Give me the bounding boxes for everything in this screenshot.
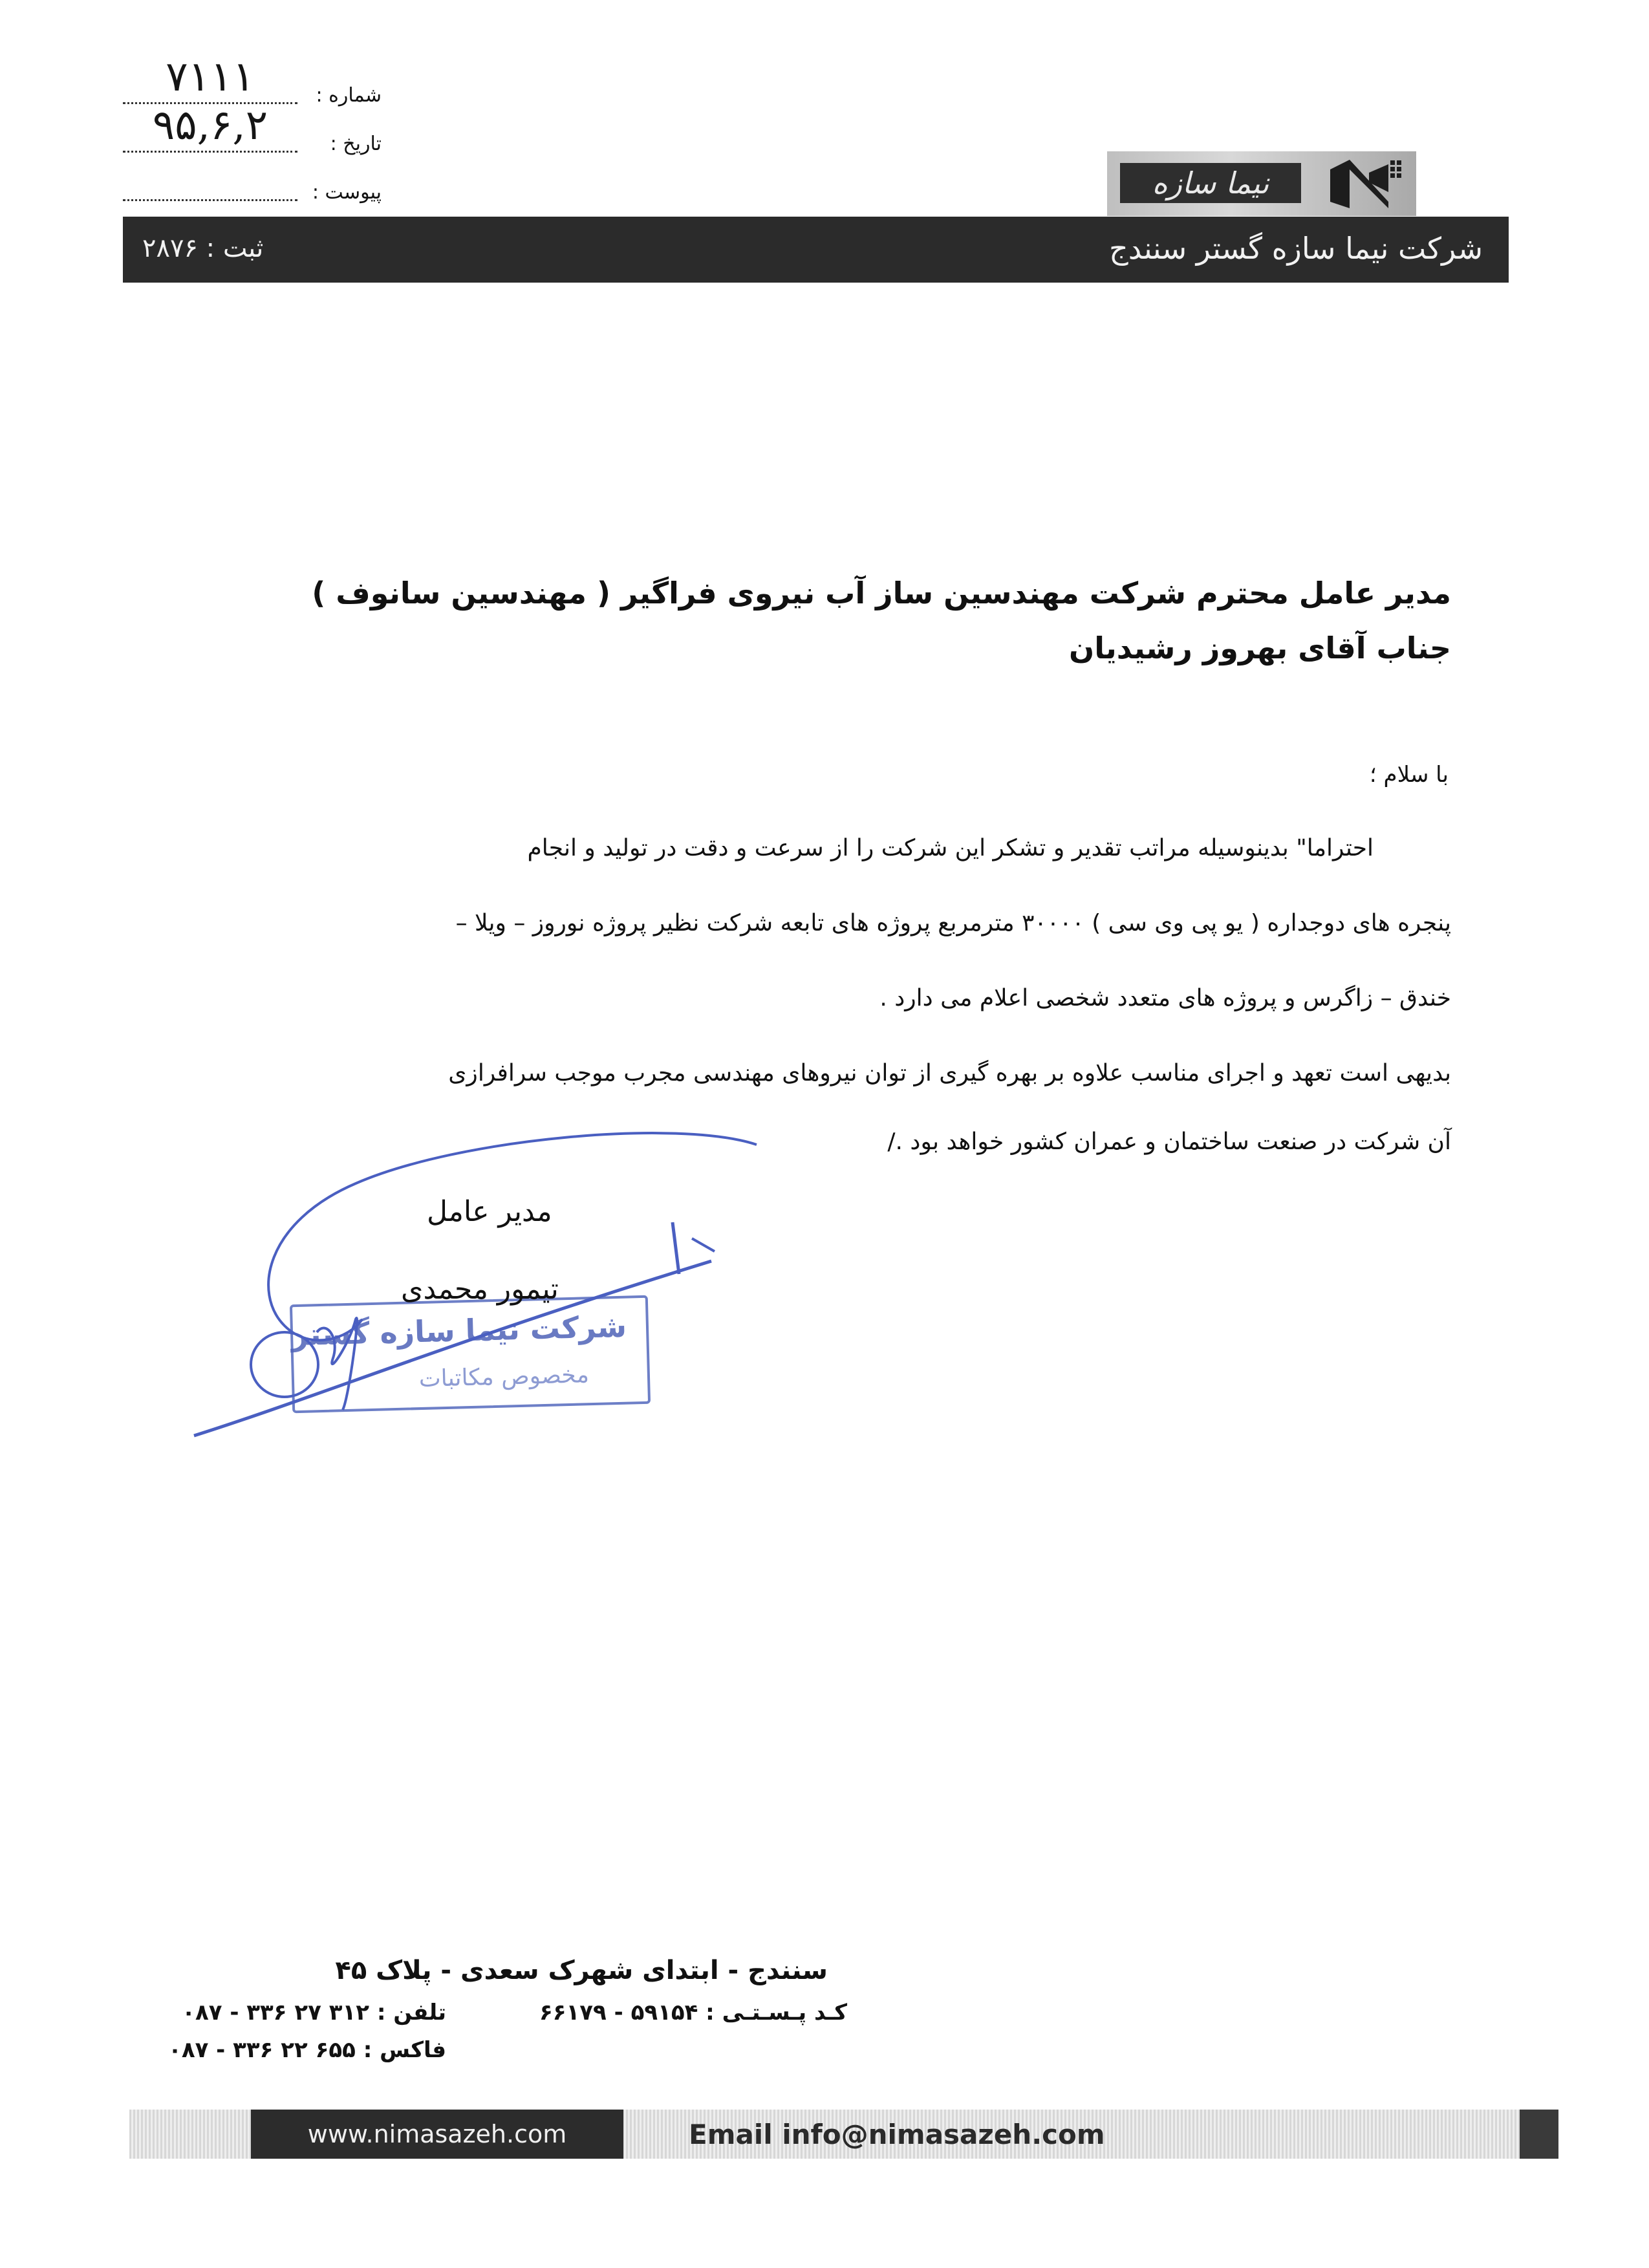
- number-label: شماره :: [316, 84, 382, 107]
- body-line-1: احتراما" بدینوسیله مراتب تقدیر و تشکر این شرکت را از سرعت و دقت در تولید و انجام: [527, 835, 1374, 861]
- stamp-text-2: مخصوص مکاتبات: [418, 1361, 590, 1393]
- attachment-label: پیوست :: [312, 181, 382, 204]
- logo-wordmark: نیما سازه: [1120, 163, 1301, 203]
- date-dotline: [123, 151, 297, 153]
- company-logo: [1107, 151, 1416, 216]
- body-line-2: پنجره های دوجداره ( یو پی وی سی ) ۳۰۰۰۰ مترمربع پروژه های تابعه شرکت نظیر پروژه نوروز – ویلا –: [455, 910, 1451, 936]
- date-field: [123, 102, 382, 165]
- footer-address: سنندج - ابتدای شهرک سعدی - پلاک ۴۵: [335, 1956, 828, 1985]
- footer-end-block: [1520, 2110, 1558, 2159]
- company-name: شرکت نیما سازه گستر سنندج: [1109, 231, 1483, 266]
- signatory-name: تیمور محمدی: [401, 1273, 559, 1306]
- footer-phone: تلفن : ۳۱۲ ۲۷ ۳۳۶ - ۰۸۷: [182, 2000, 446, 2025]
- logo-mark-icon: [1327, 157, 1408, 212]
- body-line-3: خندق – زاگرس و پروژه های متعدد شخصی اعلام می دارد .: [879, 985, 1451, 1011]
- email-link[interactable]: Email info@nimasazeh.com: [689, 2119, 1105, 2150]
- recipient-line-2: جناب آقای بهروز رشیدیان: [1069, 631, 1451, 665]
- registration-number: ثبت : ۲۸۷۶: [142, 233, 264, 263]
- date-label: تاریخ :: [330, 133, 382, 155]
- attachment-field: [123, 175, 382, 213]
- header-bar: [123, 217, 1509, 283]
- handwritten-signature: [188, 1125, 770, 1462]
- greeting: با سلام ؛: [1369, 762, 1449, 788]
- website-link[interactable]: www.nimasazeh.com: [251, 2110, 623, 2159]
- footer-postal-code: کـد پـسـتـی : ۵۹۱۵۴ - ۶۶۱۷۹: [539, 2000, 847, 2025]
- footer-band: [129, 2110, 1558, 2159]
- signature-title: مدیر عامل: [427, 1195, 552, 1228]
- recipient-line-1: مدیر عامل محترم شرکت مهندسین ساز آب نیروی فراگیر ( مهندسین سانوف ): [312, 576, 1451, 610]
- body-line-4: بدیهی است تعهد و اجرای مناسب علاوه بر بهره گیری از توان نیروهای مهندسی مجرب موجب سرافرازی: [448, 1060, 1451, 1086]
- attachment-dotline: [123, 199, 297, 201]
- stamp-text-1: شرکت نیما سازه گستر: [290, 1308, 627, 1353]
- footer-fax: فاکس : ۶۵۵ ۲۲ ۳۳۶ - ۰۸۷: [168, 2037, 446, 2063]
- date-value: ۹۵,۶,۲: [152, 102, 268, 149]
- body-line-5: آن شرکت در صنعت ساختمان و عمران کشور خواهد بود ./: [887, 1129, 1451, 1155]
- number-value: ۷۱۱۱: [166, 53, 255, 101]
